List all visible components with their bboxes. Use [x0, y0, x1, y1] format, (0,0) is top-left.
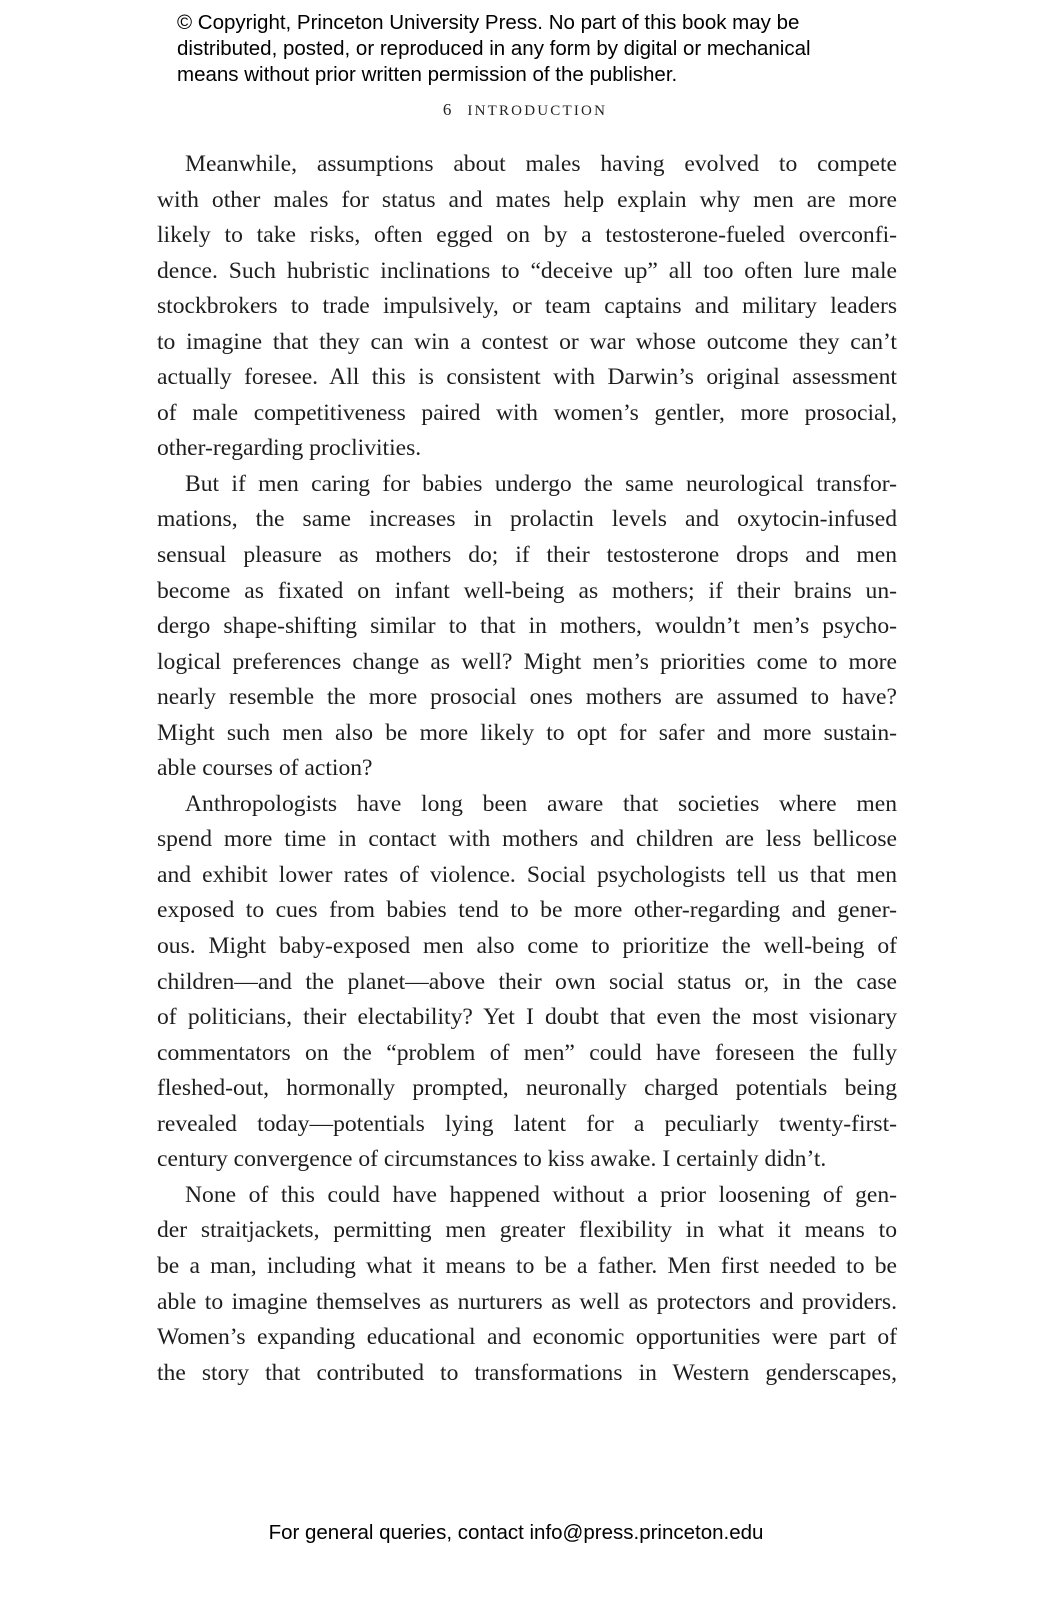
text-line: of politicians, their electability? Yet I doubt that even the most visionary	[157, 1004, 897, 1031]
text-line: Might such men also be more likely to opt for safer and more sustain-	[157, 719, 897, 746]
copyright-line: © Copyright, Princeton University Press. No part of this book may be	[177, 11, 800, 34]
paragraph	[157, 787, 897, 1178]
paragraph	[157, 1178, 897, 1391]
text-line: Anthropologists have long been aware that societies where men	[185, 790, 897, 817]
section-title: INTRODUCTION	[467, 103, 608, 119]
text-line: dergo shape-shifting similar to that in mothers, wouldn’t men’s psycho-	[157, 613, 897, 640]
text-line: of male competitiveness paired with women’s gentler, more prosocial,	[157, 399, 897, 426]
copyright-notice	[177, 10, 811, 88]
text-line: ous. Might baby-exposed men also come to prioritize the well-being of	[157, 933, 897, 960]
text-line: stockbrokers to trade impulsively, or team captains and military leaders	[157, 293, 897, 320]
text-line: sensual pleasure as mothers do; if their testosterone drops and men	[157, 542, 897, 569]
text-line: fleshed-out, hormonally prompted, neuronally charged potentials being	[157, 1075, 897, 1102]
text-line: Women’s expanding educational and economic opportunities were part of	[157, 1324, 897, 1351]
text-line: But if men caring for babies undergo the same neurological transfor-	[185, 470, 897, 497]
body-text	[157, 147, 897, 1391]
text-line: and exhibit lower rates of violence. Social psychologists tell us that men	[157, 861, 897, 888]
text-line: der straitjackets, permitting men greater flexibility in what it means to	[157, 1217, 897, 1244]
text-line: likely to take risks, often egged on by a testosterone-fueled overconfi-	[157, 222, 897, 249]
page-number: 6	[442, 100, 452, 119]
text-line: logical preferences change as well? Might men’s priorities come to more	[157, 648, 897, 675]
text-line: actually foresee. All this is consistent with Darwin’s original assessment	[157, 364, 897, 391]
text-line: Meanwhile, assumptions about males having evolved to compete	[185, 151, 897, 177]
text-line: nearly resemble the more prosocial ones mothers are assumed to have?	[157, 684, 897, 711]
copyright-line: distributed, posted, or reproduced in any form by digital or mechanical	[177, 37, 811, 60]
text-line: spend more time in contact with mothers and children are less bellicose	[157, 826, 897, 853]
text-line: able to imagine themselves as nurturers as well as protectors and providers.	[157, 1288, 897, 1315]
running-head	[0, 100, 1050, 120]
paragraph	[157, 467, 897, 787]
text-line: the story that contributed to transformations in Western genderscapes,	[157, 1359, 897, 1386]
text-line: mations, the same increases in prolactin levels and oxytocin-infused	[157, 506, 897, 533]
text-line: revealed today—potentials lying latent for a peculiarly twenty-first-	[157, 1110, 897, 1137]
text-line: dence. Such hubristic inclinations to “deceive up” all too often lure male	[157, 257, 897, 284]
text-line: become as fixated on infant well-being as mothers; if their brains un-	[157, 577, 897, 604]
paragraph	[157, 147, 897, 467]
text-line: century convergence of circumstances to kiss awake. I certainly didn’t.	[157, 1146, 827, 1173]
footer-contact: For general queries, contact info@press.princeton.edu	[268, 1521, 764, 1544]
text-line: be a man, including what it means to be a father. Men first needed to be	[157, 1252, 897, 1279]
text-line: to imagine that they can win a contest or war whose outcome they can’t	[157, 328, 897, 355]
text-line: with other males for status and mates help explain why men are more	[157, 186, 897, 213]
text-line: able courses of action?	[157, 755, 373, 782]
text-line: other-regarding proclivities.	[157, 435, 422, 462]
text-line: commentators on the “problem of men” could have foreseen the fully	[157, 1039, 897, 1066]
copyright-line: means without prior written permission of the publisher.	[177, 63, 678, 86]
text-line: exposed to cues from babies tend to be more other-regarding and gener-	[157, 897, 897, 924]
text-line: children—and the planet—above their own social status or, in the case	[157, 968, 897, 995]
text-line: None of this could have happened without a prior loosening of gen-	[185, 1181, 897, 1208]
